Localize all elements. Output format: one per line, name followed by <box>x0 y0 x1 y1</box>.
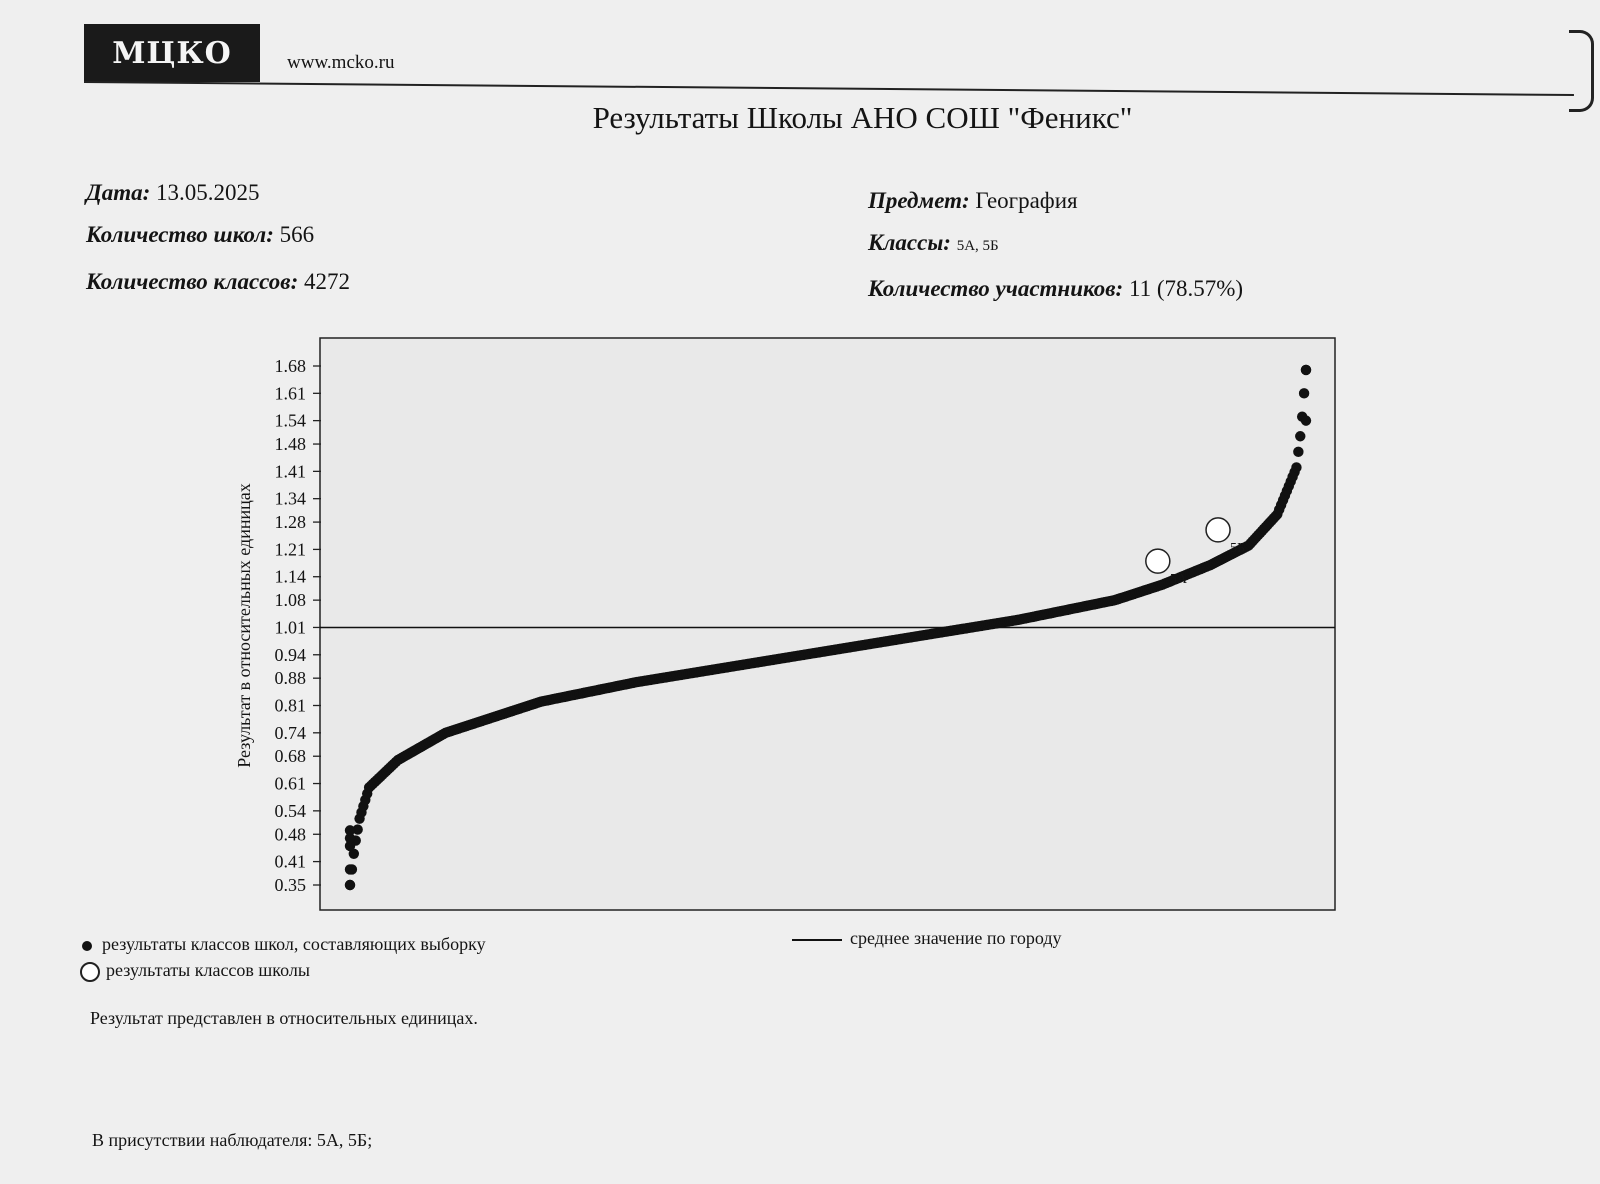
classes-count-label: Количество классов: <box>86 269 299 294</box>
y-axis-label: Результат в относительных единицах <box>234 483 254 768</box>
participants-value: 11 (78.57%) <box>1128 276 1244 301</box>
classes-value: 5А, 5Б <box>956 238 999 254</box>
observer-note: В присутствии наблюдателя: 5А, 5Б; <box>92 1130 373 1150</box>
subject-label: Предмет: <box>868 188 970 213</box>
school-class-label: 5А <box>1169 572 1187 588</box>
sample-point <box>1301 365 1311 375</box>
y-tick-label: 0.35 <box>274 875 306 895</box>
classes-label: Классы: <box>868 230 951 255</box>
y-tick-label: 1.01 <box>274 617 306 638</box>
y-tick-label: 1.54 <box>274 410 306 431</box>
sample-point <box>1299 388 1309 398</box>
subject-value: География <box>975 188 1078 213</box>
school-class-marker <box>1146 549 1170 573</box>
sample-point <box>345 825 355 835</box>
sample-point <box>345 880 355 890</box>
school-class-label: 5Б <box>1230 540 1246 556</box>
y-tick-label: 1.41 <box>274 461 306 482</box>
school-class-marker <box>1206 518 1230 542</box>
legend-line-icon <box>792 939 842 941</box>
sample-point <box>345 864 355 874</box>
sample-point <box>1291 462 1301 472</box>
participants-label: Количество участников: <box>868 276 1124 301</box>
y-tick-label: 0.94 <box>274 644 306 665</box>
y-tick-label: 0.54 <box>274 800 306 821</box>
legend-sample-label: результаты классов школ, составляющих выборку <box>102 934 486 954</box>
y-tick-label: 0.74 <box>274 722 306 743</box>
y-tick-label: 0.61 <box>274 773 306 794</box>
y-tick-label: 1.68 <box>274 356 306 376</box>
legend-mean-label: среднее значение по городу <box>850 928 1062 948</box>
mcko-logo: МЦКО <box>84 24 260 82</box>
legend-school <box>80 960 310 982</box>
legend-school-label: результаты классов школы <box>106 960 310 980</box>
y-tick-label: 1.28 <box>274 512 306 533</box>
schools-label: Количество школ: <box>86 222 274 247</box>
schools-value: 566 <box>279 222 315 247</box>
sample-point <box>1301 415 1311 425</box>
y-tick-label: 1.21 <box>274 539 306 560</box>
y-tick-label: 1.48 <box>274 434 306 455</box>
y-tick-label: 0.48 <box>274 824 306 845</box>
legend-mean <box>792 928 1062 949</box>
site-url[interactable]: www.mcko.ru <box>287 52 395 73</box>
sample-point <box>1293 447 1303 457</box>
plot-area <box>320 338 1335 910</box>
y-tick-label: 0.88 <box>274 668 306 689</box>
date-label: Дата: <box>86 180 151 205</box>
y-tick-label: 0.81 <box>274 695 306 716</box>
y-tick-label: 1.14 <box>274 566 306 587</box>
y-tick-label: 1.61 <box>274 383 306 404</box>
legend-sample <box>82 934 486 955</box>
date-value: 13.05.2025 <box>156 180 260 205</box>
y-tick-label: 1.08 <box>274 590 306 611</box>
y-tick-label: 1.34 <box>274 488 306 509</box>
classes-count-value: 4272 <box>304 269 350 294</box>
y-tick-label: 0.41 <box>274 851 306 872</box>
legend-filled-dot-icon <box>82 941 92 951</box>
legend-open-circle-icon <box>80 962 100 982</box>
page-title: Результаты Школы АНО СОШ "Феникс" <box>592 100 1133 135</box>
y-tick-label: 0.68 <box>274 746 306 767</box>
sample-point <box>1295 431 1305 441</box>
units-note: Результат представлен в относительных единицах. <box>90 1008 478 1028</box>
